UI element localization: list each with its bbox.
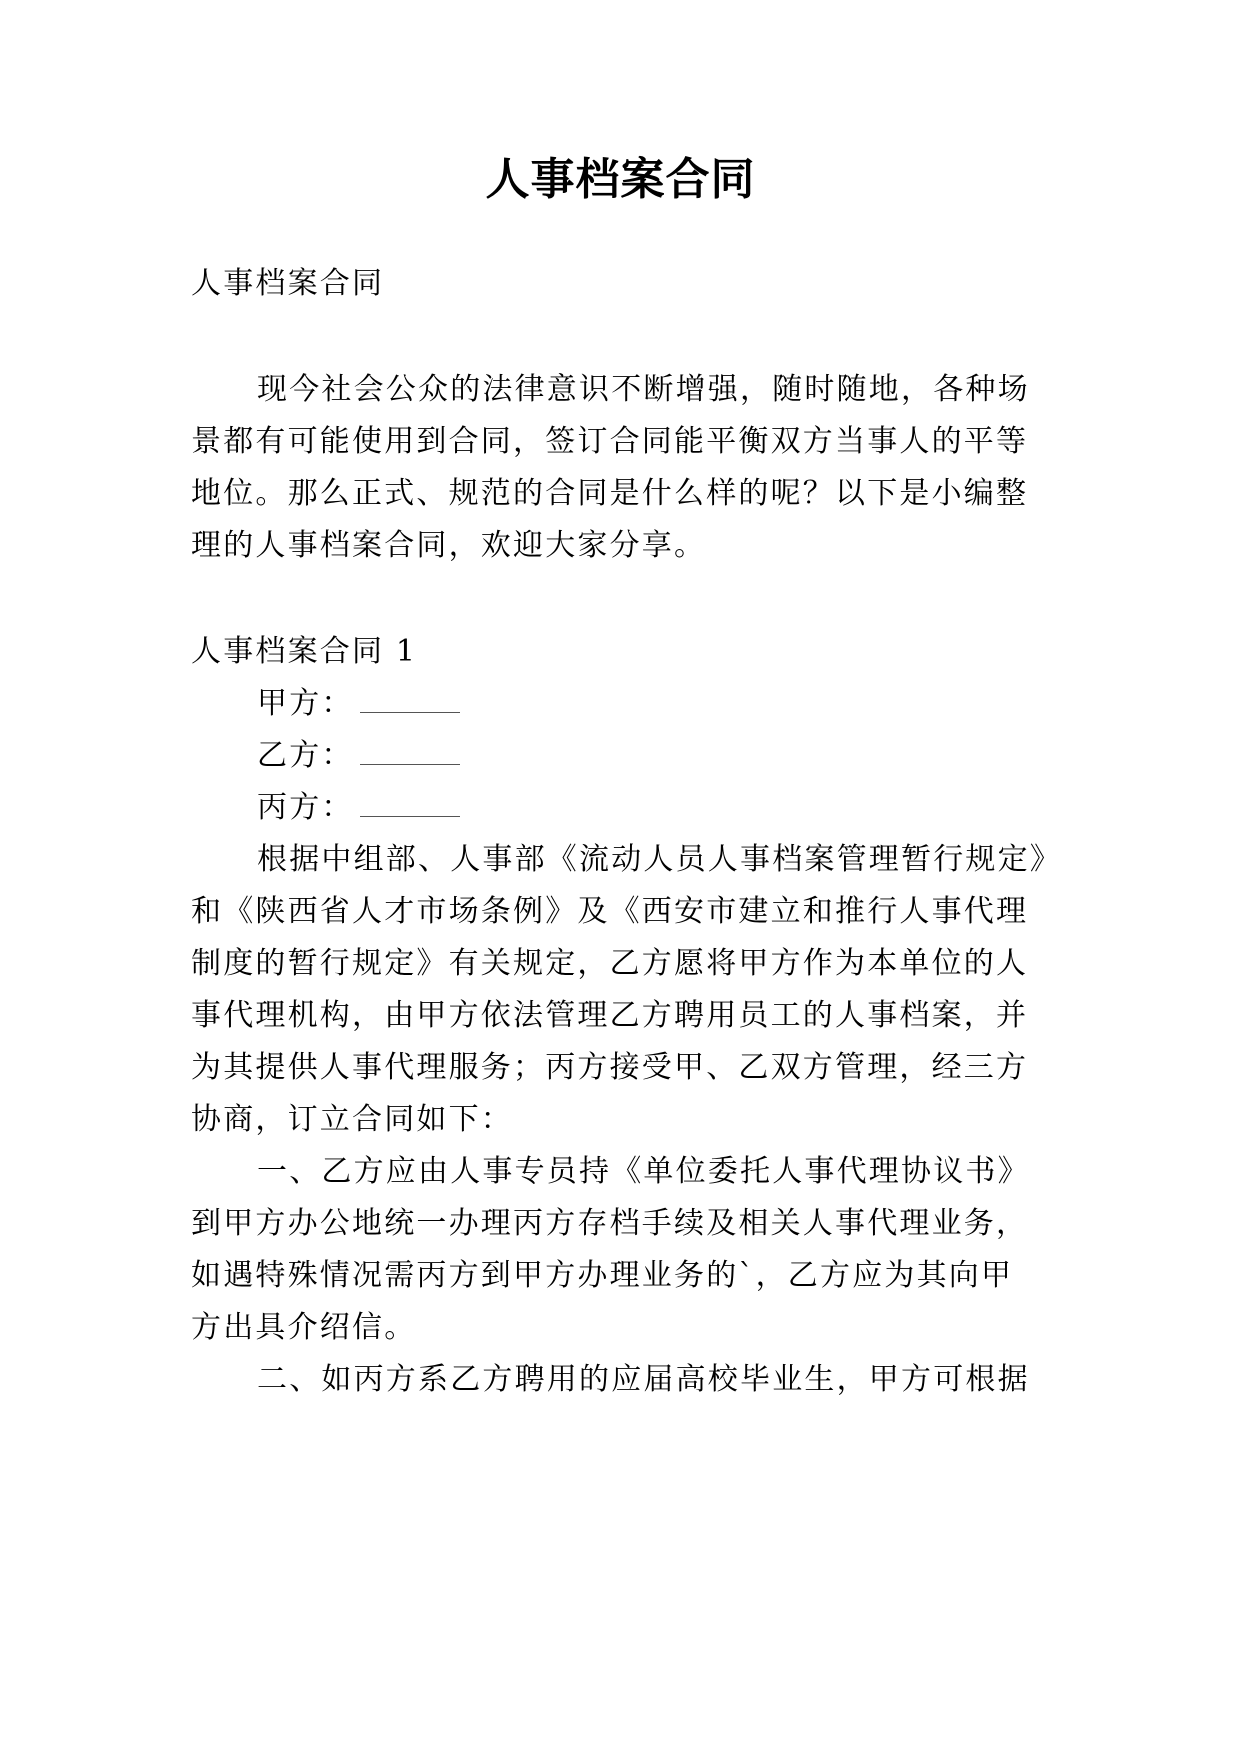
section-heading: 人事档案合同 1 <box>191 634 418 669</box>
clause-1-line: 一、乙方应由人事专员持《单位委托人事代理协议书》 <box>257 1154 1030 1189</box>
preamble-line: 和《陕西省人才市场条例》及《西安市建立和推行人事代理 <box>191 894 1029 929</box>
intro-line: 理的人事档案合同，欢迎大家分享。 <box>191 528 707 563</box>
intro-line: 现今社会公众的法律意识不断增强，随时随地，各种场 <box>257 372 1030 407</box>
preamble-line: 为其提供人事代理服务；丙方接受甲、乙双方管理，经三方 <box>191 1050 1029 1085</box>
preamble-line: 协商，订立合同如下： <box>191 1102 513 1137</box>
clause-1-line: 方出具介绍信。 <box>191 1310 417 1345</box>
document-subtitle: 人事档案合同 <box>191 266 385 301</box>
clause-1-line: 到甲方办公地统一办理丙方存档手续及相关人事代理业务， <box>191 1206 1029 1241</box>
document-title: 人事档案合同 <box>485 154 756 205</box>
preamble-line: 根据中组部、人事部《流动人员人事档案管理暂行规定》 <box>257 842 1062 877</box>
preamble-line: 制度的暂行规定》有关规定，乙方愿将甲方作为本单位的人 <box>191 946 1029 981</box>
party-a-line <box>257 682 460 726</box>
party-b-blank <box>360 748 460 765</box>
clause-1-line: 如遇特殊情况需丙方到甲方办理业务的`，乙方应为其向甲 <box>191 1258 1014 1293</box>
party-a-blank <box>360 696 460 713</box>
party-a-label: 甲方： <box>257 686 354 721</box>
clause-2-line: 二、如丙方系乙方聘用的应届高校毕业生，甲方可根据 <box>257 1362 1030 1397</box>
intro-line: 地位。那么正式、规范的合同是什么样的呢？以下是小编整 <box>191 476 1029 511</box>
preamble-line: 事代理机构，由甲方依法管理乙方聘用员工的人事档案，并 <box>191 998 1029 1033</box>
party-c-blank <box>360 800 460 817</box>
party-c-line <box>257 786 460 830</box>
intro-line: 景都有可能使用到合同，签订合同能平衡双方当事人的平等 <box>191 424 1029 459</box>
party-b-label: 乙方： <box>257 738 354 773</box>
party-c-label: 丙方： <box>257 790 354 825</box>
party-b-line <box>257 734 460 778</box>
